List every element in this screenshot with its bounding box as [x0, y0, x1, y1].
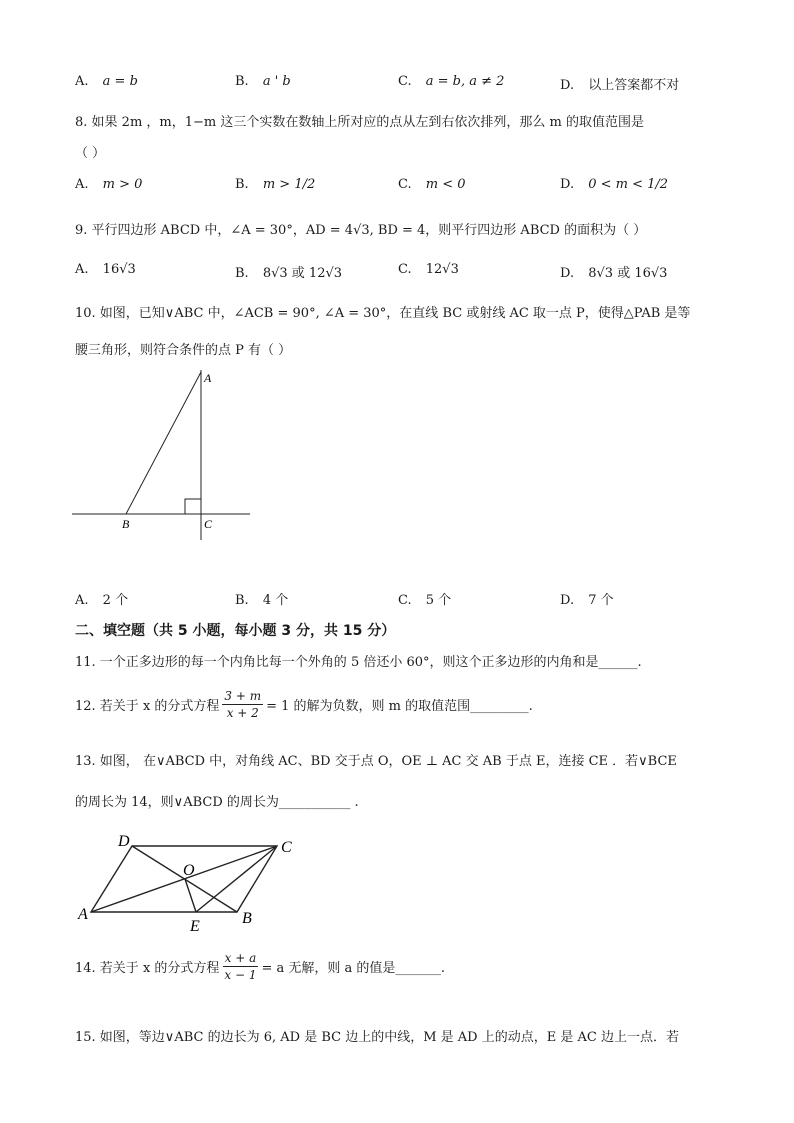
- fraction-denominator: x − 1: [224, 968, 257, 982]
- option-letter: D.: [560, 593, 575, 608]
- q8-option-d: [560, 177, 668, 192]
- q10-stem-line2: 腰三角形，则符合条件的点 P 有（ ）: [75, 343, 292, 358]
- option-text: a = b, a ≠ 2: [425, 74, 505, 89]
- option-text: a ' b: [262, 74, 291, 89]
- q9-stem: 9. 平行四边形 ABCD 中，∠A = 30°，AD = 4√3, BD = 4，则平行四边形 ABCD 的面积为（ ）: [75, 223, 647, 238]
- label-b: B: [242, 910, 252, 927]
- q12-prefix: 12. 若关于 x 的分式方程: [75, 699, 220, 714]
- option-letter: A.: [75, 177, 89, 192]
- diagonal-bd: [132, 846, 237, 912]
- q14-fraction: [222, 950, 258, 983]
- option-letter: A.: [75, 593, 89, 608]
- option-text: 4 个: [262, 593, 289, 608]
- option-letter: B.: [235, 266, 249, 281]
- option-letter: D.: [560, 78, 575, 93]
- q9-option-a: [75, 262, 136, 277]
- label-a: A: [78, 906, 88, 923]
- q13-stem-line1: 13. 如图， 在∨ABCD 中，对角线 AC、BD 交于点 O，OE ⊥ AC 交 AB 于点 E，连接 CE ．若∨BCE: [75, 754, 677, 769]
- q10-option-c: [398, 589, 451, 608]
- option-text: 16√3: [102, 262, 136, 277]
- option-text: 8√3 或 16√3: [588, 266, 668, 281]
- q11-stem: 11. 一个正多边形的每一个内角比每一个外角的 5 倍还小 60°，则这个正多边形的内角和是______.: [75, 655, 642, 670]
- q12-suffix: = 1 的解为负数，则 m 的取值范围_________.: [266, 699, 533, 714]
- option-text: 0 < m < 1/2: [588, 177, 669, 192]
- q15-stem: 15. 如图，等边∨ABC 的边长为 6, AD 是 BC 边上的中线，M 是 AD 上的动点，E 是 AC 边上一点．若: [75, 1030, 679, 1045]
- segment-ce: [196, 846, 277, 912]
- option-letter: B.: [235, 593, 249, 608]
- q9-option-c: [398, 262, 459, 277]
- q9-option-b: [235, 262, 342, 281]
- q14-suffix: = a 无解，则 a 的值是_______.: [261, 961, 446, 976]
- section-title: 二、填空题（共 5 小题，每小题 3 分，共 15 分）: [75, 623, 396, 639]
- option-text: 7 个: [588, 593, 614, 608]
- option-text: 以上答案都不对: [588, 78, 680, 93]
- option-letter: B.: [235, 177, 249, 192]
- right-angle-mark: [185, 499, 201, 514]
- option-letter: D.: [560, 266, 575, 281]
- q10-triangle-figure: [60, 360, 260, 550]
- q14-stem: [75, 950, 445, 983]
- q8-stem-line2: （ ）: [75, 146, 106, 161]
- label-a: A: [204, 371, 212, 385]
- option-letter: D.: [560, 177, 575, 192]
- q8-stem-line1: 8. 如果 2m ，m，1−m 这三个实数在数轴上所对应的点从左到右依次排列，那么 m 的取值范围是: [75, 115, 644, 130]
- q9-option-d: [560, 262, 667, 281]
- line-ab: [126, 372, 201, 514]
- option-text: a = b: [102, 74, 138, 89]
- label-c: C: [281, 839, 292, 856]
- q8-option-c: [398, 177, 466, 192]
- fraction-numerator: x + a: [224, 951, 257, 965]
- option-letter: B.: [235, 74, 249, 89]
- option-letter: A.: [75, 262, 89, 277]
- option-text: 2 个: [102, 593, 129, 608]
- option-letter: C.: [398, 262, 412, 277]
- label-o: O: [183, 862, 195, 879]
- option-text: 8√3 或 12√3: [262, 266, 343, 281]
- option-letter: C.: [398, 74, 412, 89]
- q7-option-b: [235, 74, 291, 89]
- option-text: 12√3: [425, 262, 459, 277]
- option-letter: A.: [75, 74, 89, 89]
- label-c: C: [204, 517, 213, 531]
- q10-option-b: [235, 589, 288, 608]
- fraction-numerator: 3 + m: [224, 689, 262, 703]
- label-e: E: [190, 918, 200, 935]
- option-text: m > 1/2: [262, 177, 316, 192]
- q12-stem: [75, 688, 533, 721]
- q13-parallelogram-figure: [70, 825, 310, 940]
- label-d: D: [118, 833, 130, 850]
- option-text: m > 0: [102, 177, 143, 192]
- option-letter: C.: [398, 177, 412, 192]
- q7-option-a: [75, 74, 138, 89]
- q14-prefix: 14. 若关于 x 的分式方程: [75, 961, 220, 976]
- q8-option-b: [235, 177, 315, 192]
- label-b: B: [122, 517, 130, 531]
- q10-option-a: [75, 589, 128, 608]
- q12-fraction: [222, 688, 263, 721]
- fraction-denominator: x + 2: [226, 706, 259, 720]
- option-text: m < 0: [425, 177, 466, 192]
- option-text: 5 个: [425, 593, 452, 608]
- q10-option-d: [560, 589, 614, 608]
- q13-stem-line2: 的周长为 14，则∨ABCD 的周长为___________ .: [75, 795, 359, 810]
- q7-option-c: [398, 74, 504, 89]
- option-letter: C.: [398, 593, 412, 608]
- q7-option-d: [560, 74, 679, 93]
- segment-oe: [185, 879, 196, 912]
- q10-stem-line1: 10. 如图，已知∨ABC 中，∠ACB = 90°, ∠A = 30°，在直线 BC 或射线 AC 取一点 P，使得△PAB 是等: [75, 306, 691, 321]
- q8-option-a: [75, 177, 142, 192]
